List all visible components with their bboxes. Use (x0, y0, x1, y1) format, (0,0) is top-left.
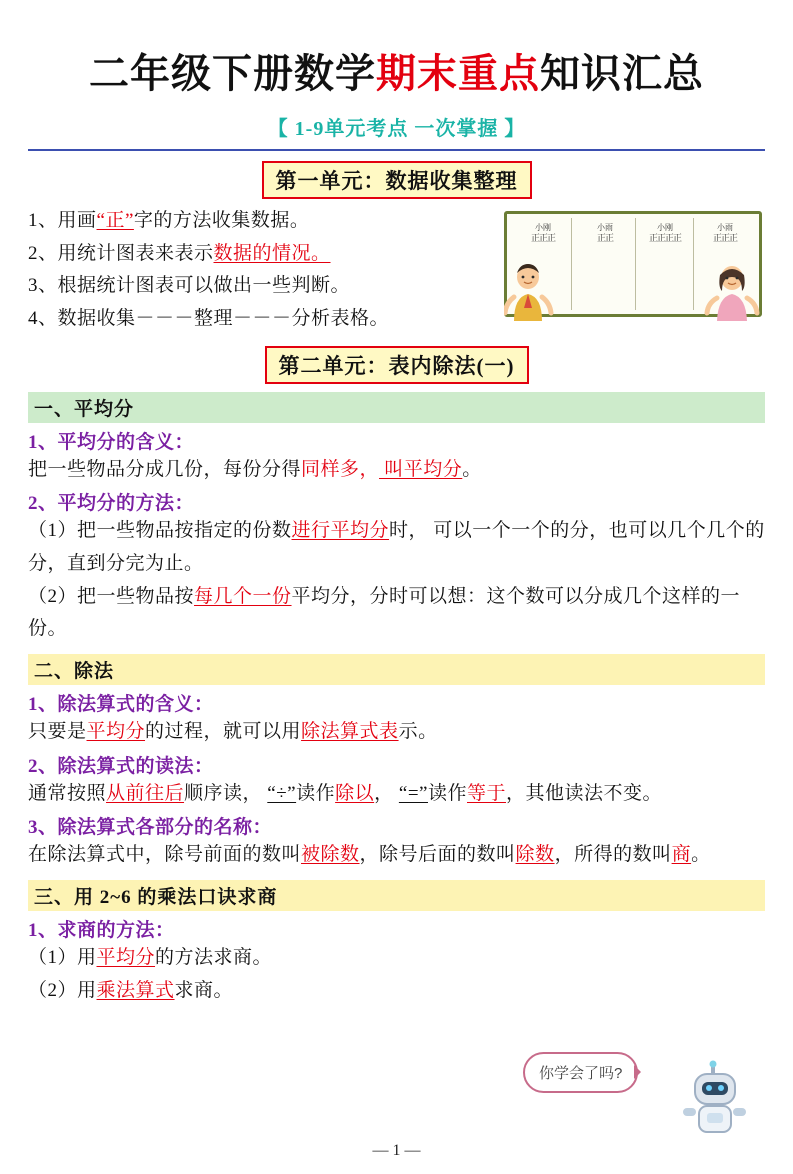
board-header-0: 小刚 (535, 223, 551, 232)
subhead-2-2: 2、除法算式的读法： (28, 755, 214, 777)
title-highlight: 期末重点 (376, 51, 540, 96)
board-header-1: 小雨 (597, 223, 613, 232)
section-head-division: 二、除法 (28, 654, 765, 685)
board-header-3: 小雨 (717, 223, 733, 232)
subhead-2-1: 1、除法算式的含义： (28, 694, 214, 716)
board-tally-2: 正正正正 (648, 233, 681, 243)
page-title (28, 52, 765, 96)
unit1-line-3-pre: 3、根据统计图表可以做出一些判断。 (28, 275, 351, 297)
subhead-1-1: 1、平均分的含义： (28, 431, 195, 453)
unit1-line-1-post: 字的方法收集数据。 (133, 210, 310, 231)
document-page (0, 52, 793, 1174)
unit1-line-1 (28, 205, 498, 238)
section-head-average: 一、平均分 (28, 392, 765, 423)
para-2-2: 通常按照从前往后顺序读， “÷”读作除以， “=”读作等于，其他读法不变。 (28, 782, 663, 804)
para-1-2: （1）把一些物品按指定的份数进行平均分时， 可以一个一个的分，也可以几个几个的分，直到分完为止。 (28, 520, 765, 575)
subhead-2-3: 3、除法算式各部分的名称： (28, 817, 273, 839)
unit1-line-4-pre: 4、数据收集－－－整理－－－分析表格。 (28, 308, 390, 330)
unit2-banner: 第二单元：表内除法(一) (265, 346, 529, 384)
unit1-text-block (28, 205, 498, 336)
unit1-banner: 第一单元：数据收集整理 (262, 161, 532, 199)
para-2-1: 只要是平均分的过程，就可以用除法算式表示。 (28, 721, 438, 743)
page-number: — 1 — (372, 1142, 421, 1159)
para-2-3: 在除法算式中，除号前面的数叫被除数，除号后面的数叫除数，所得的数叫商。 (28, 844, 711, 866)
title-part1: 二年级下册数学 (89, 51, 376, 96)
section-head-quotient: 三、用 2~6 的乘法口诀求商 (28, 880, 765, 911)
students-illustration (504, 261, 762, 321)
robot-speech-bubble: 你学会了吗? (523, 1052, 638, 1093)
para-3-1: （1）用平均分的方法求商。 (28, 947, 273, 969)
board-tally-3: 正正正 (712, 233, 737, 243)
unit1-line-2-hl: 数据的情况。 (213, 242, 331, 264)
unit1-line-3 (28, 270, 498, 303)
title-divider (28, 149, 765, 151)
unit1-line-4 (28, 303, 498, 336)
board-tally-0: 正正正 (530, 233, 555, 243)
board-header-2: 小刚 (657, 223, 673, 232)
board-tally-1: 正正 (596, 233, 613, 243)
page-subtitle: 【 1-9单元考点 一次掌握 】 (267, 118, 526, 140)
robot-icon (675, 1058, 753, 1142)
para-3-2: （2）用乘法算式求商。 (28, 979, 234, 1001)
para-1-3: （2）把一些物品按每几个一份平均分，分时可以想：这个数可以分成几个这样的一份。 (28, 585, 741, 640)
unit1-line-1-hl: “正” (96, 210, 134, 231)
title-part2: 知识汇总 (540, 51, 704, 96)
unit1-row (28, 205, 765, 336)
subhead-3-1: 1、求商的方法： (28, 920, 175, 942)
unit1-line-2-pre: 2、用统计图表来表示 (28, 242, 214, 264)
subhead-1-2: 2、平均分的方法： (28, 493, 195, 515)
robot-illustration (523, 1046, 753, 1130)
para-1-1: 把一些物品分成几份，每份分得同样多， 叫平均分。 (28, 458, 482, 480)
unit1-line-2 (28, 238, 498, 271)
unit1-line-1-pre: 1、用画 (28, 210, 97, 231)
illustration-data-board (504, 211, 765, 317)
